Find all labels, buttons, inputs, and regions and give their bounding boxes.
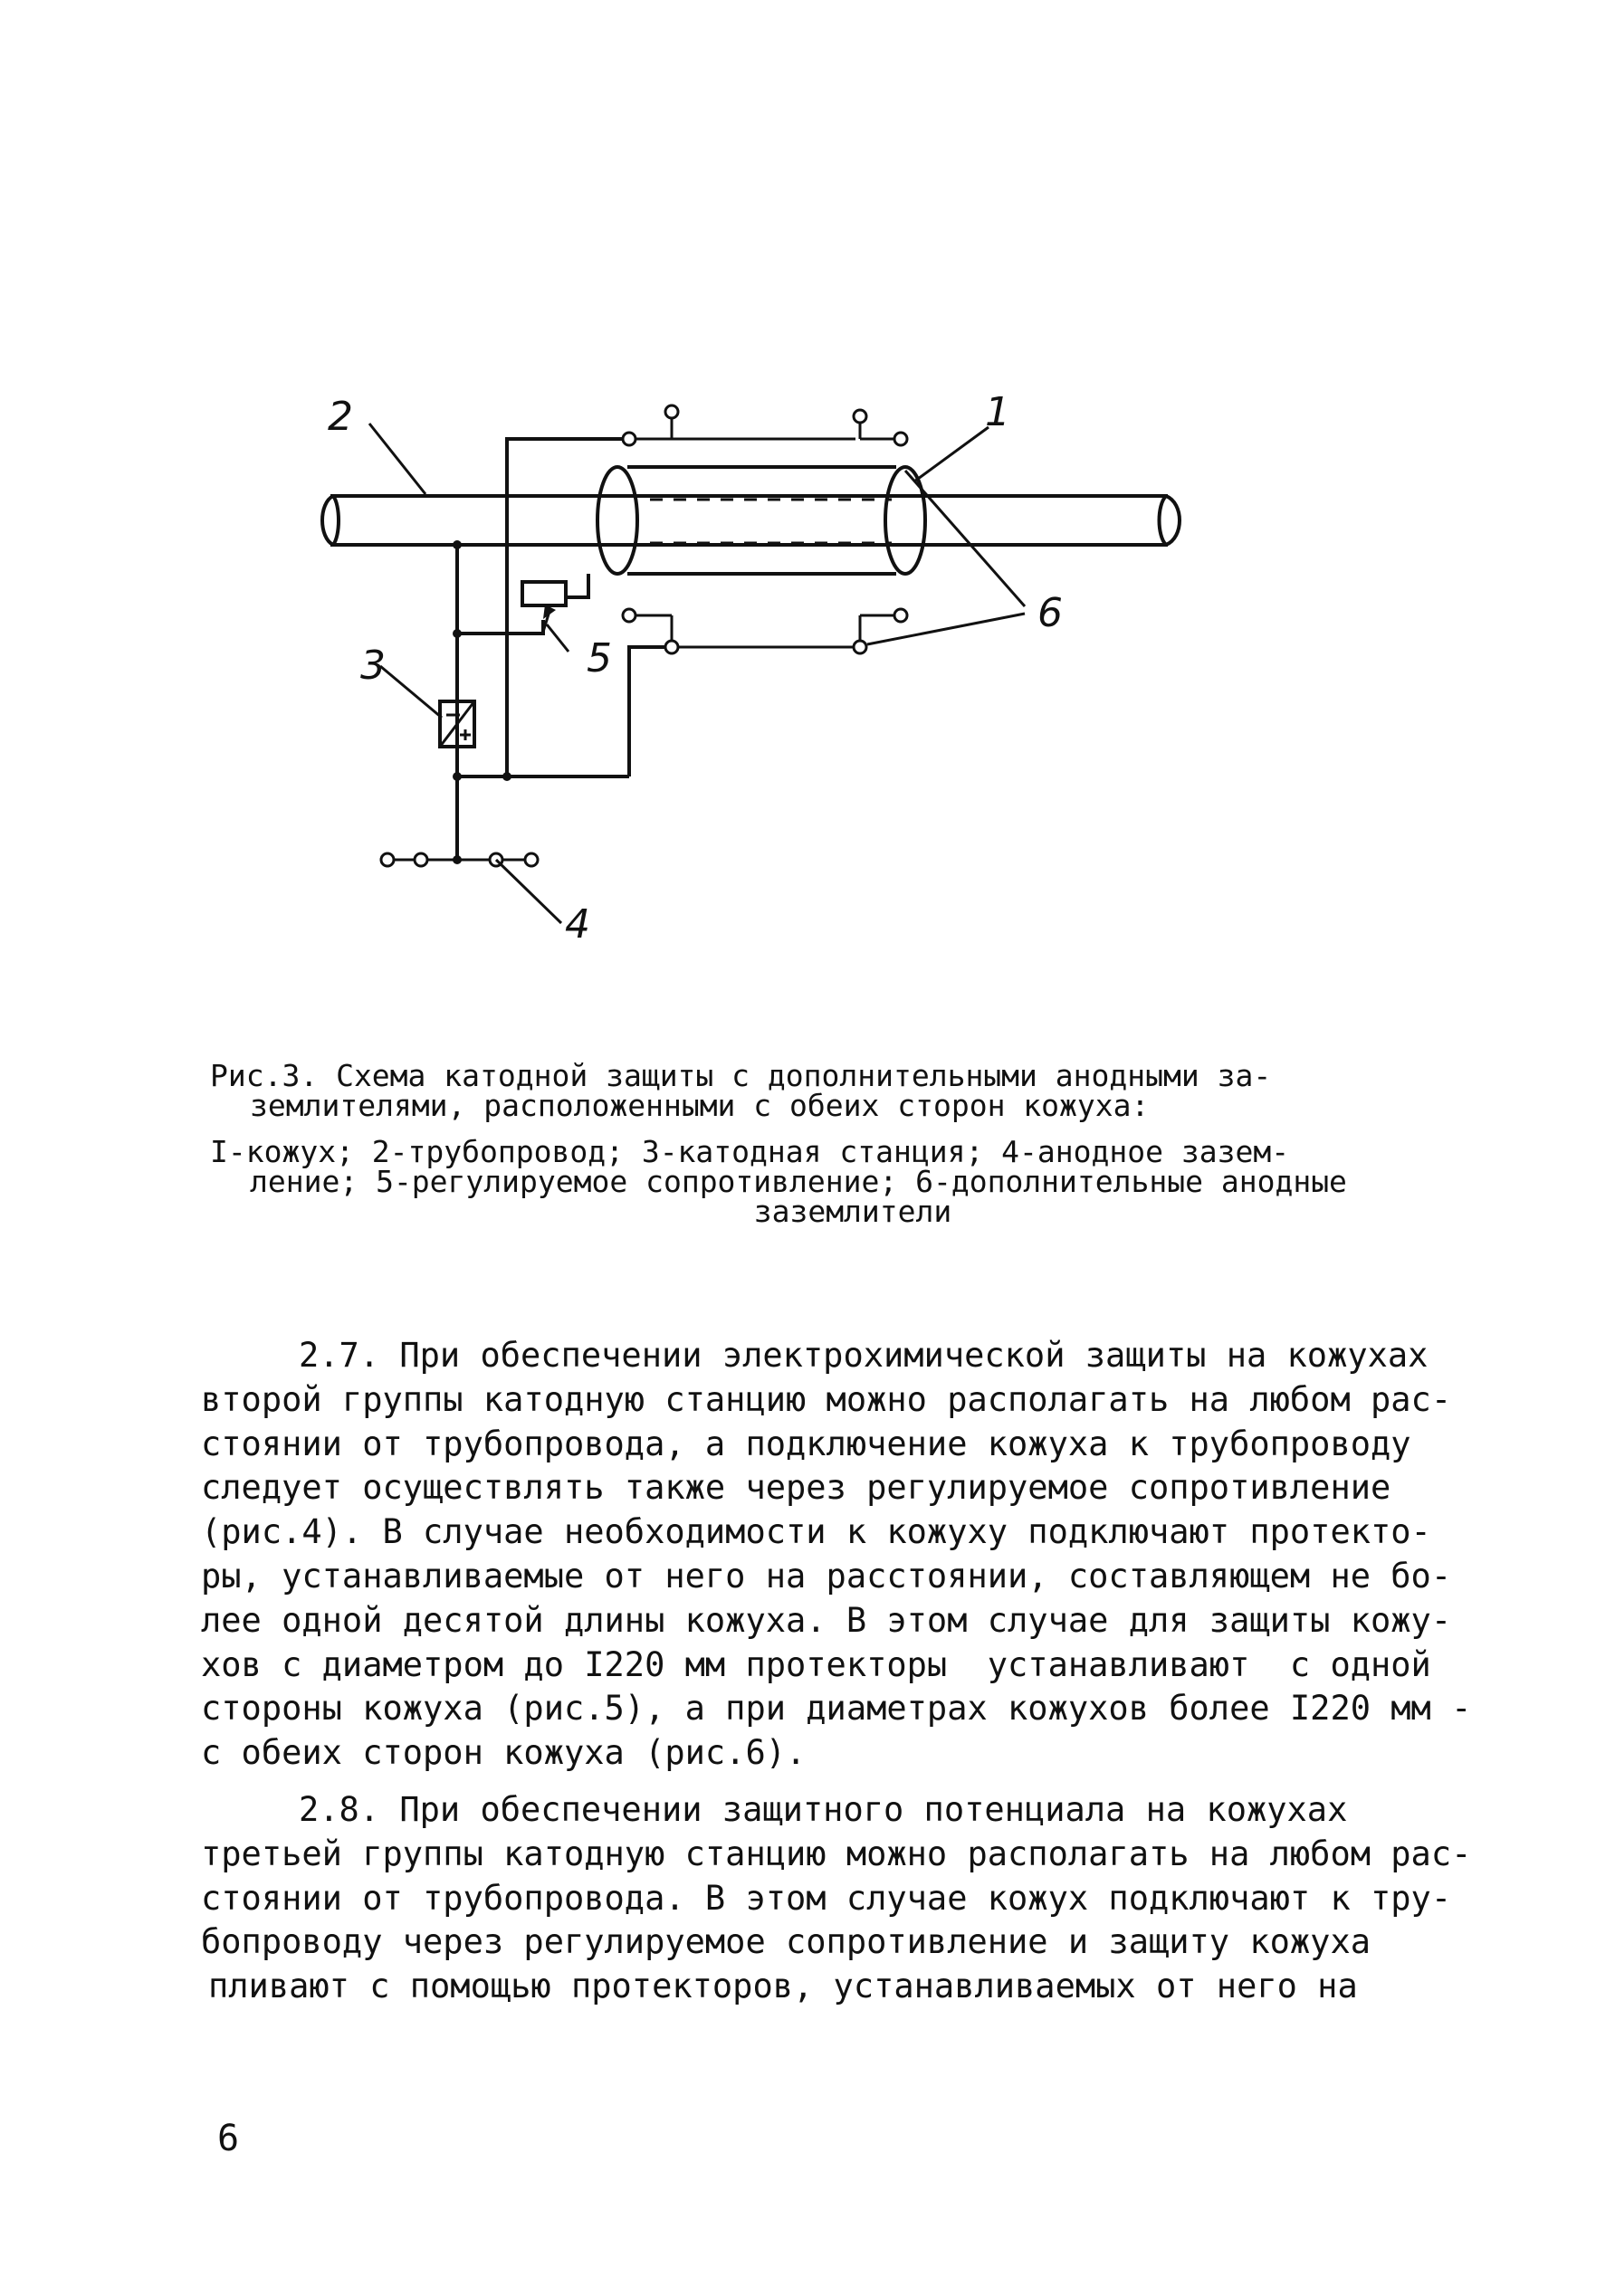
anode-ground: [381, 853, 561, 923]
label-2: 2: [328, 394, 353, 440]
text-line: хов с диаметром до I220 мм протекторы устанавливают с одной: [201, 1644, 1431, 1684]
page-number: 6: [217, 2118, 240, 2159]
label-3: 3: [360, 643, 386, 689]
leader-3: [380, 666, 442, 718]
label-1: 1: [985, 389, 1010, 435]
text-line: стороны кожуха (рис.5), а при диаметрах кожухов более I220 мм -: [201, 1689, 1472, 1729]
figure-caption: [210, 1058, 1387, 1229]
text-line: следует осуществлять также через регулируемое сопротивление: [201, 1468, 1391, 1508]
label-4: 4: [565, 901, 590, 948]
pipeline: [322, 496, 1180, 545]
caption-legend-line-3: заземлители: [753, 1194, 952, 1229]
leader-1: [914, 427, 989, 481]
text-line: лее одной десятой длины кожуха. В этом случае для защиты кожу-: [201, 1600, 1452, 1640]
label-6: 6: [1037, 590, 1063, 636]
text-line: пливают с помощью протекторов, устанавливаемых от него на: [208, 1967, 1358, 2006]
text-line: с обеих сторон кожуха (рис.6).: [201, 1733, 807, 1773]
casing: [597, 467, 925, 574]
text-line: бопроводу через регулируемое сопротивление и защиту кожуха: [201, 1922, 1371, 1962]
cathodic-protection-diagram: [0, 0, 1615, 1041]
caption-title-line-1: Рис.3. Схема катодной защиты с дополнительными анодными за-: [210, 1058, 1272, 1093]
text-line: 2.7. При обеспечении электрохимической защиты на кожухах: [299, 1336, 1429, 1375]
additional-anode-grounds: [623, 405, 1025, 653]
leader-2: [369, 424, 425, 494]
adjustable-resistor: [522, 582, 566, 632]
caption-legend-line-2: ление; 5-регулируемое сопротивление; 6-дополнительные анодные: [250, 1164, 1347, 1199]
text-line: второй группы катодную станцию можно располагать на любом рас-: [201, 1379, 1452, 1419]
text-line: (рис.4). В случае необходимости к кожуху подключают протекто-: [201, 1512, 1431, 1552]
caption-legend-line-1: I-кожух; 2-трубопровод; 3-катодная станция; 4-анодное зазем-: [210, 1134, 1290, 1169]
text-line: стоянии от трубопровода, а подключение кожуха к трубопроводу: [201, 1424, 1411, 1463]
text-line: третьей группы катодную станцию можно располагать на любом рас-: [201, 1834, 1472, 1873]
leader-5: [547, 624, 569, 652]
text-line: ры, устанавливаемые от него на расстоянии, составляющем не бо-: [201, 1556, 1452, 1596]
paragraph-2-8: [201, 1788, 1472, 2009]
paragraph-2-7: [201, 1334, 1472, 1776]
text-line: 2.8. При обеспечении защитного потенциала на кожухах: [299, 1790, 1348, 1829]
label-5: 5: [587, 635, 612, 681]
caption-title-line-2: землителями, расположенными с обеих сторон кожуха:: [250, 1088, 1150, 1123]
text-line: стоянии от трубопровода. В этом случае кожух подключают к тру-: [201, 1878, 1452, 1918]
